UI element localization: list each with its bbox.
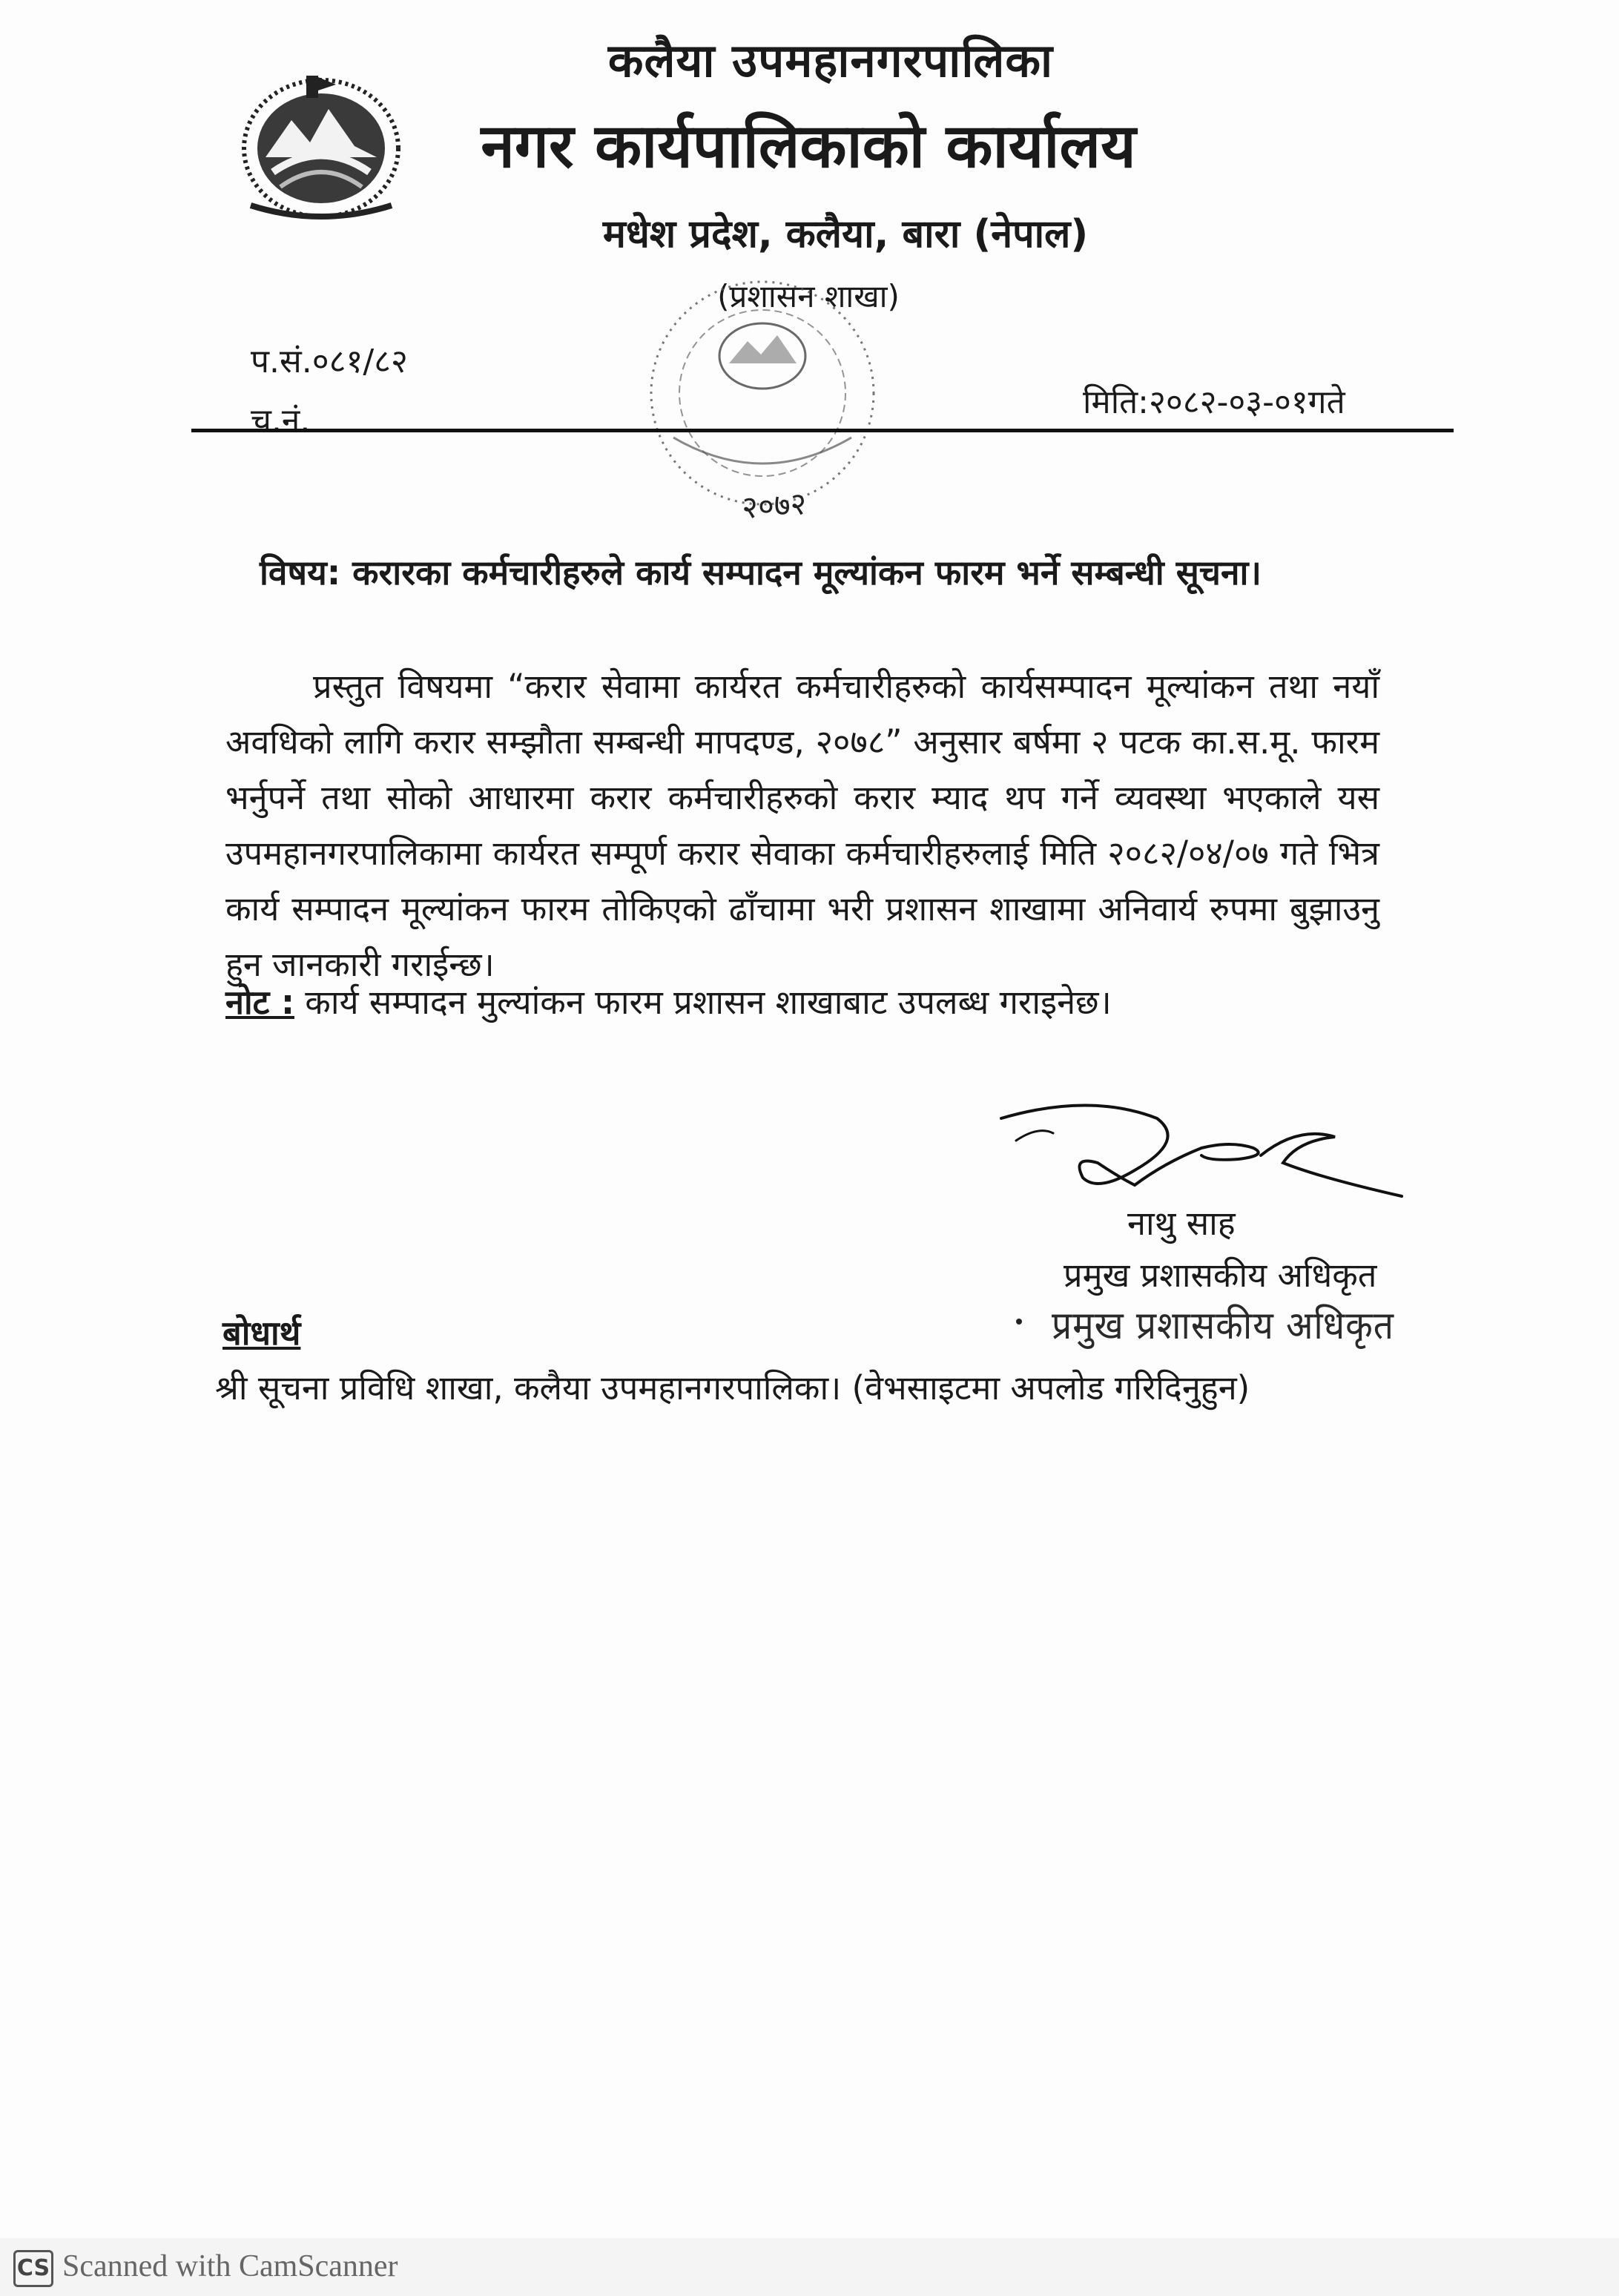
signatory-name: नाथु साह	[1127, 1204, 1236, 1243]
body-text: प्रस्तुत विषयमा “करार सेवामा कार्यरत कर्मचारीहरुको कार्यसम्पादन मूल्यांकन तथा नयाँ अवधिको लागि करार सम्झौता सम्बन्धी मापदण्ड, २०७८” अनुसार बर्षमा २ पटक का.स.मू. फारम भर्नुपर्ने तथा सोको आधारमा करार कर्मचारीहरुको करार म्याद थप गर्ने व्यवस्था भएकाले यस उपमहानगरपालिकामा कार्यरत सम्पूर्ण करार सेवाका कर्मचारीहरुलाई मिति २०८२/०४/०७ गते भित्र कार्य सम्पादन मूल्यांकन फारम तोकिएको ढाँचामा भरी प्रशासन शाखामा अनिवार्य रुपमा बुझाउनु हुन जानकारी गराईन्छ।	[225, 667, 1379, 984]
stamp-dot	[1016, 1319, 1022, 1325]
camscanner-logo-icon: CS	[13, 2250, 53, 2287]
scanner-watermark: Scanned with CamScanner	[62, 2249, 398, 2283]
designation-stamp: प्रमुख प्रशासकीय अधिकृत	[1052, 1304, 1394, 1348]
note-label: नोट :	[225, 983, 294, 1022]
signatory-title: प्रमुख प्रशासकीय अधिकृत	[1064, 1256, 1377, 1295]
municipality-name: कलैया उपमहानगरपालिका	[607, 33, 1054, 88]
branch-name: (प्रशासन शाखा)	[717, 278, 900, 314]
dispatch-number: च.नं.	[251, 402, 311, 440]
subject-line: विषय: करारका कर्मचारीहरुले कार्य सम्पादन मूल्यांकन फारम भर्ने सम्बन्धी सूचना।	[260, 552, 1262, 593]
reference-block	[251, 332, 408, 451]
body-paragraph	[225, 659, 1379, 992]
seal-year: २०७२	[740, 485, 808, 526]
letter-date: मिति:२०८२-०३-०१गते	[1083, 383, 1345, 421]
header-divider	[191, 429, 1454, 432]
cc-recipient: श्री सूचना प्रविधि शाखा, कलैया उपमहानगरपालिका। (वेभसाइटमा अपलोड गरिदिनुहुन)	[215, 1368, 1250, 1408]
note-text: कार्य सम्पादन मुल्यांकन फारम प्रशासन शाखाबाट उपलब्ध गराइनेछ।	[305, 983, 1112, 1022]
office-name: नगर कार्यपालिकाको कार्यालय	[481, 111, 1136, 182]
cc-label: बोधार्थ	[222, 1313, 301, 1353]
nepal-emblem-icon	[236, 68, 406, 224]
letter-number: प.सं.०८१/८२	[251, 343, 408, 380]
office-address: मधेश प्रदेश, कलैया, बारा (नेपाल)	[602, 212, 1089, 257]
note-line	[225, 979, 1112, 1024]
